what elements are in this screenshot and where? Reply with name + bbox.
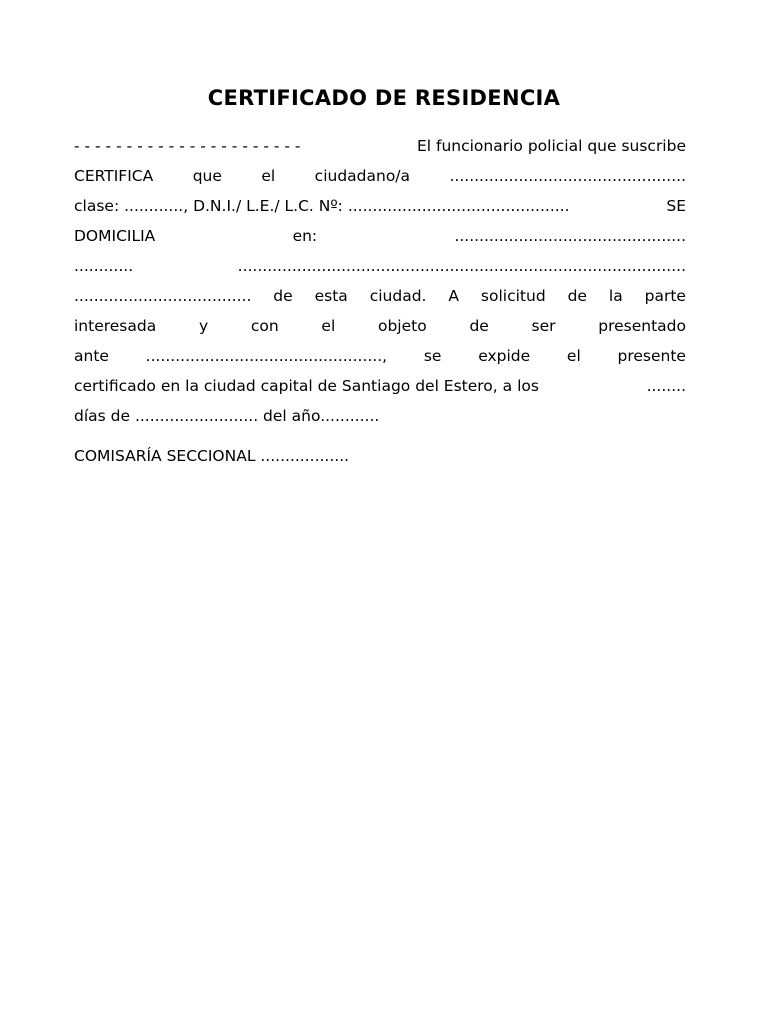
body-word: de (469, 317, 489, 335)
body-line (74, 341, 686, 371)
body-word: presentado (598, 317, 686, 335)
body-line (74, 161, 686, 191)
body-word: y (198, 317, 209, 335)
address-blank: .................................... (74, 287, 252, 305)
body-word: ser (531, 317, 556, 335)
body-word: expide (478, 347, 531, 365)
body-word: el (261, 167, 276, 185)
address-blank: ............ (74, 257, 134, 275)
body-word: la (608, 287, 623, 305)
address-blank: ........................................................................................... (237, 257, 686, 275)
body-word: DOMICILIA (74, 227, 156, 245)
body-word: interesada (74, 317, 157, 335)
body-word: de (273, 287, 293, 305)
body-word: objeto (377, 317, 427, 335)
body-line (74, 221, 686, 251)
id-document-blank: clase: ............, D.N.I./ L.E./ L.C. Nº: ............................................. (74, 197, 570, 215)
police-station-line: COMISARÍA SECCIONAL .................. (74, 447, 350, 465)
body-word: se (423, 347, 442, 365)
body-word: en: (292, 227, 318, 245)
body-word: certificado en la ciudad capital de Santiago del Estero, a los (74, 377, 539, 395)
document-title: CERTIFICADO DE RESIDENCIA (207, 86, 561, 110)
day-blank: ........ (646, 377, 686, 395)
body-line (74, 191, 686, 221)
body-word: presente (617, 347, 686, 365)
body-word: El funcionario policial que suscribe (416, 137, 686, 155)
address-blank: ............................................... (454, 227, 686, 245)
authority-blank: ................................................, (145, 347, 388, 365)
body-word: que (192, 167, 222, 185)
body-line (74, 401, 686, 431)
body-word: ante (74, 347, 109, 365)
body-word: parte (644, 287, 686, 305)
certificate-body (74, 131, 686, 431)
body-word: ciudadano/a (314, 167, 411, 185)
body-word: de (567, 287, 587, 305)
body-word: - - - - - - - - - - - - - - - - - - - - - - (74, 137, 301, 155)
body-word: con (250, 317, 279, 335)
body-line (74, 371, 686, 401)
body-word: el (321, 317, 336, 335)
body-word: ciudad. (369, 287, 427, 305)
body-line (74, 131, 686, 161)
body-word: A (448, 287, 459, 305)
body-line (74, 281, 686, 311)
date-blank: días de ......................... del año............ (74, 407, 380, 425)
citizen-name-blank: ................................................ (449, 167, 686, 185)
body-word: el (566, 347, 581, 365)
body-word: solicitud (480, 287, 546, 305)
body-line (74, 311, 686, 341)
body-word: SE (666, 197, 686, 215)
body-word: CERTIFICA (74, 167, 154, 185)
body-word: esta (314, 287, 348, 305)
body-line (74, 251, 686, 281)
